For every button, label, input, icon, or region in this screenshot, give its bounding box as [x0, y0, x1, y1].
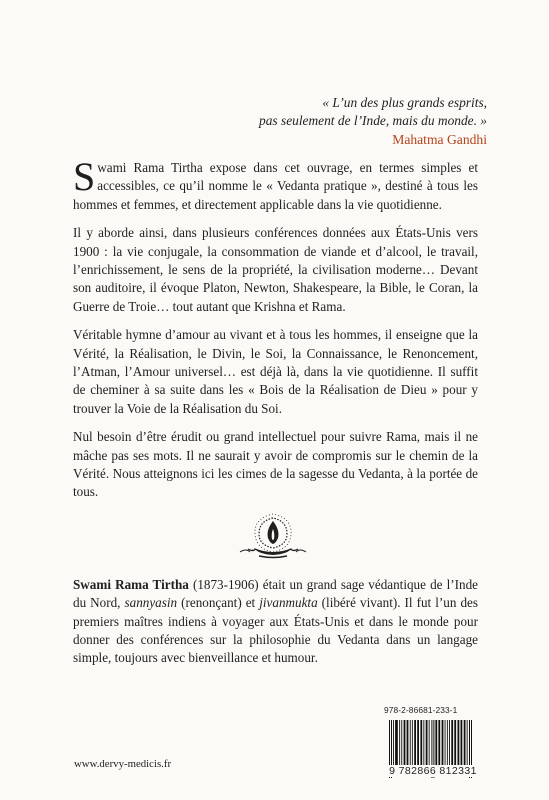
barcode-bar	[426, 720, 428, 770]
barcode-bar	[442, 720, 444, 770]
drop-cap: S	[73, 154, 96, 199]
quote-author: Mahatma Gandhi	[392, 132, 487, 147]
barcode-bar	[454, 720, 456, 770]
author-bio	[73, 576, 478, 667]
epigraph-quote	[259, 94, 487, 149]
barcode-bar	[423, 720, 424, 770]
paragraph-4: Nul besoin d’être érudit ou grand intellectuel pour suivre Rama, mais il ne mâche pas ses mots. Il ne saurait y avoir de compromis sur le chemin de la Vérité. Nous atteignons ici les cimes de la sagesse du Vedanta, à la portée de tous.	[73, 429, 478, 500]
bio-text-2: (renonçant) et	[177, 595, 260, 611]
isbn-label: 978-2-86681-233-1	[384, 705, 458, 715]
barcode-bar	[451, 720, 453, 770]
bio-term-2: jivanmukta	[259, 595, 318, 611]
paragraph-1	[73, 154, 478, 214]
quote-line-2: pas seulement de l’Inde, mais du monde. »	[259, 113, 487, 128]
barcode-bar	[417, 720, 419, 770]
barcode-bar	[438, 720, 440, 770]
barcode-bar	[404, 720, 406, 770]
description-text	[73, 154, 478, 512]
paragraph-3: Véritable hymne d’amour au vivant et à tous les hommes, il enseigne que la Vérité, la Réalisation, le Divin, le Soi, la Connaissance, le Renoncement, l’Atman, l’Amour universel… est déjà là, dans la vie quotidienne. Il suffit de cheminer à sa suite dans les « Bois de la Réalisation de Dieu » pour y trouver la Voie de la Réalisation du Soi.	[73, 327, 478, 416]
barcode-bar	[467, 720, 468, 770]
barcode-bar	[420, 720, 422, 770]
barcode-bar	[412, 720, 413, 770]
barcode-bar	[461, 720, 463, 770]
barcode-bar	[458, 720, 460, 770]
paragraph-1-text: wami Rama Tirtha expose dans cet ouvrage, en termes simples et accessibles, ce qu’il nomme le « Vedanta pratique », destiné à tous les hommes et femmes, et directement applicable dans la vie quotidienne.	[73, 160, 478, 212]
barcode-bar	[401, 720, 402, 770]
barcode-bar	[395, 720, 398, 770]
bio-term-1: sannyasin	[124, 595, 178, 611]
barcode-bar	[393, 720, 394, 770]
bio-text-3: (libéré vivant). Il fut l’un des premiers maîtres indiens à voyager aux États-Unis et dans le monde pour donner des conférences sur la philosophie du Vedanta dans un langage simple, toujours avec bienveillance et humour.	[73, 595, 478, 666]
barcode-bar	[407, 720, 409, 770]
paragraph-2: Il y aborde ainsi, dans plusieurs conférences données aux États-Unis vers 1900 : la vie conjugale, la consommation de viande et d’alcool, le travail, l’enrichissement, le sens de la propriété, la civilisation moderne… Devant son auditoire, il évoque Platon, Newton, Shakespeare, la Bible, le Coran, la Guerre de Troie… tout autant que Krishna et Rama.	[73, 225, 478, 314]
barcode-bar	[399, 720, 400, 770]
publisher-website: www.dervy-medicis.fr	[74, 758, 172, 770]
flame-lamp-ornament-icon	[226, 512, 320, 560]
barcode-bar	[410, 720, 411, 770]
barcode-bar	[435, 720, 437, 770]
barcode-bar	[464, 720, 466, 770]
bio-text-1: (1873-1906) était un grand sage védantique de l’Inde du Nord,	[73, 577, 478, 611]
barcode-bar	[449, 720, 450, 770]
barcode-bar	[447, 720, 448, 770]
barcode-bar	[445, 720, 446, 770]
quote-line-1: « L’un des plus grands esprits,	[322, 95, 487, 110]
barcode-bar	[414, 720, 416, 770]
author-name: Swami Rama Tirtha	[73, 577, 189, 592]
barcode-bar	[429, 720, 430, 770]
barcode-digits: 9 782866 812331	[376, 765, 490, 777]
